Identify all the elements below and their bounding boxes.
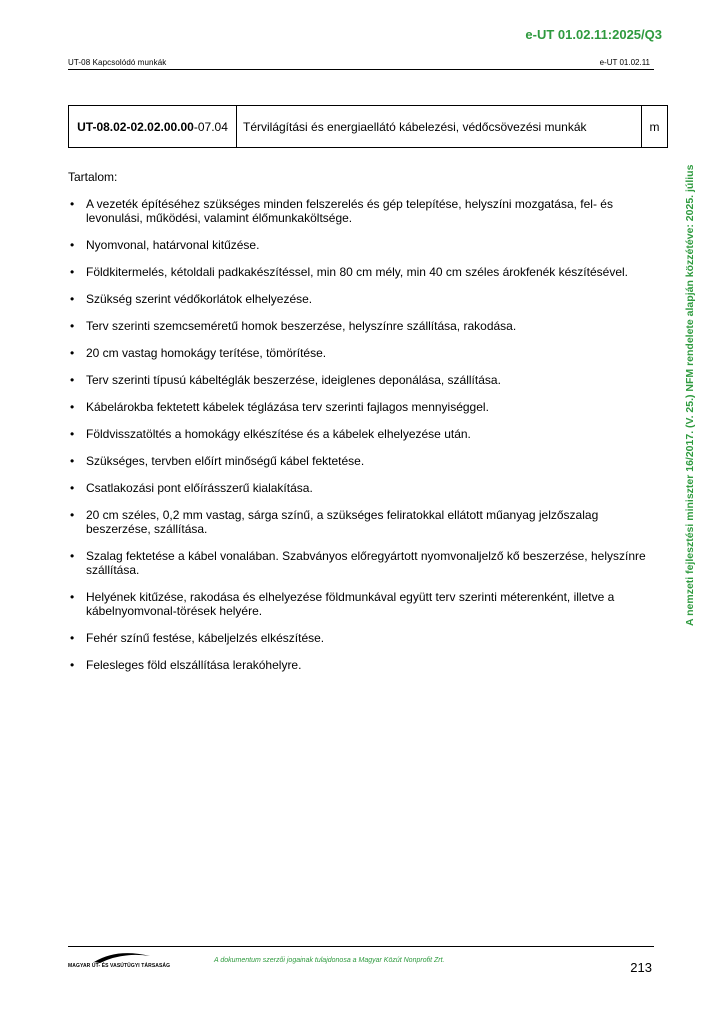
bullet-icon: • xyxy=(70,400,75,414)
list-item-text: Kábelárokba fektetett kábelek téglázása terv szerinti fajlagos mennyiséggel. xyxy=(86,400,489,414)
item-row xyxy=(69,106,668,148)
list-item xyxy=(68,427,648,441)
list-item-text: Terv szerinti típusú kábeltéglák beszerzése, ideiglenes deponálása, szállítása. xyxy=(86,373,501,387)
list-item xyxy=(68,590,648,618)
list-item-text: Földkitermelés, kétoldali padkakészítéssel, min 80 cm mély, min 40 cm széles árokfenék készítésével. xyxy=(86,265,628,279)
header-section-title xyxy=(68,58,166,67)
content-list xyxy=(68,197,648,685)
list-item xyxy=(68,197,648,225)
list-item xyxy=(68,238,648,252)
header-divider xyxy=(68,69,654,70)
item-unit: m xyxy=(642,106,668,148)
bullet-icon: • xyxy=(70,631,75,645)
bullet-icon: • xyxy=(70,319,75,333)
list-item-text: A vezeték építéséhez szükséges minden felszerelés és gép telepítése, helyszíni mozgatása, fel- és levonulási, működési, valamint élőmunkaköltsége. xyxy=(86,197,613,225)
item-description: Térvilágítási és energiaellátó kábelezési, védőcsövezési munkák xyxy=(237,106,642,148)
list-item xyxy=(68,508,648,536)
item-code xyxy=(69,106,237,148)
list-item-text: Szalag fektetése a kábel vonalában. Szabványos előregyártott nyomvonaljelző kő beszerzése, helyszínre szállítása. xyxy=(86,549,646,577)
item-code-main: UT-08.02-02.02.00.00 xyxy=(77,119,194,134)
bullet-icon: • xyxy=(70,481,75,495)
header-section-title-text: UT-08 Kapcsolódó munkák xyxy=(68,58,167,67)
bullet-icon: • xyxy=(70,658,75,672)
list-item-text: Szükséges, tervben előírt minőségű kábel fektetése. xyxy=(86,454,365,468)
list-item-text: Felesleges föld elszállítása lerakóhelyre. xyxy=(86,658,302,672)
list-item-text: 20 cm vastag homokágy terítése, tömörítése. xyxy=(86,346,327,360)
list-item-text: 20 cm széles, 0,2 mm vastag, sárga színű, a szükséges feliratokkal ellátott műanyag jelzőszalag beszerzése, szállítása. xyxy=(86,508,599,536)
bullet-icon: • xyxy=(70,427,75,441)
list-item xyxy=(68,631,648,645)
list-item-text: Terv szerinti szemcseméretű homok beszerzése, helyszínre szállítása, rakodása. xyxy=(86,319,517,333)
bullet-icon: • xyxy=(70,238,75,252)
logo-text: MAGYAR ÚT- ÉS VASÚTÜGYI TÁRSASÁG xyxy=(68,963,171,969)
bullet-icon: • xyxy=(70,346,75,360)
document-code: e-UT 01.02.11:2025/Q3 xyxy=(525,27,662,42)
header-doc-ref: e-UT 01.02.11 xyxy=(599,58,650,67)
item-table xyxy=(68,105,668,148)
bullet-icon: • xyxy=(70,373,75,387)
list-item xyxy=(68,481,648,495)
bullet-icon: • xyxy=(70,265,75,279)
list-item xyxy=(68,265,648,279)
list-item-text: Csatlakozási pont előírásszerű kialakítása. xyxy=(86,481,313,495)
list-item-text: Helyének kitűzése, rakodása és elhelyezése földmunkával együtt terv szerinti méterenként, illetve a kábelnyomvonal-törések helyére. xyxy=(86,590,615,618)
list-item xyxy=(68,319,648,333)
logo-swoosh-icon xyxy=(92,950,152,964)
footer-divider xyxy=(68,946,654,947)
list-item xyxy=(68,292,648,306)
list-item-text: Szükség szerint védőkorlátok elhelyezése. xyxy=(86,292,313,306)
bullet-icon: • xyxy=(70,549,75,563)
bullet-icon: • xyxy=(70,508,75,522)
list-item xyxy=(68,658,648,672)
list-item xyxy=(68,549,648,577)
list-item-text: Fehér színű festése, kábeljelzés elkészítése. xyxy=(86,631,325,645)
bullet-icon: • xyxy=(70,454,75,468)
bullet-icon: • xyxy=(70,197,75,211)
bullet-icon: • xyxy=(70,292,75,306)
bullet-icon: • xyxy=(70,590,75,604)
copyright-notice: A dokumentum szerzői jogainak tulajdonosa a Magyar Közút Nonprofit Zrt. xyxy=(214,957,445,964)
side-publication-note: A nemzeti fejlesztési miniszter 16/2017. (V. 25.) NFM rendelete alapján közzétéve: 2025. július xyxy=(684,164,696,626)
list-item xyxy=(68,373,648,387)
list-item xyxy=(68,346,648,360)
item-code-suffix: -07.04 xyxy=(193,119,228,134)
list-item-text: Nyomvonal, határvonal kitűzése. xyxy=(86,238,260,252)
list-item xyxy=(68,400,648,414)
company-logo xyxy=(68,950,171,972)
page-number: 213 xyxy=(630,960,652,975)
list-item xyxy=(68,454,648,468)
content-label: Tartalom: xyxy=(68,170,118,184)
list-item-text: Földvisszatöltés a homokágy elkészítése és a kábelek elhelyezése után. xyxy=(86,427,471,441)
